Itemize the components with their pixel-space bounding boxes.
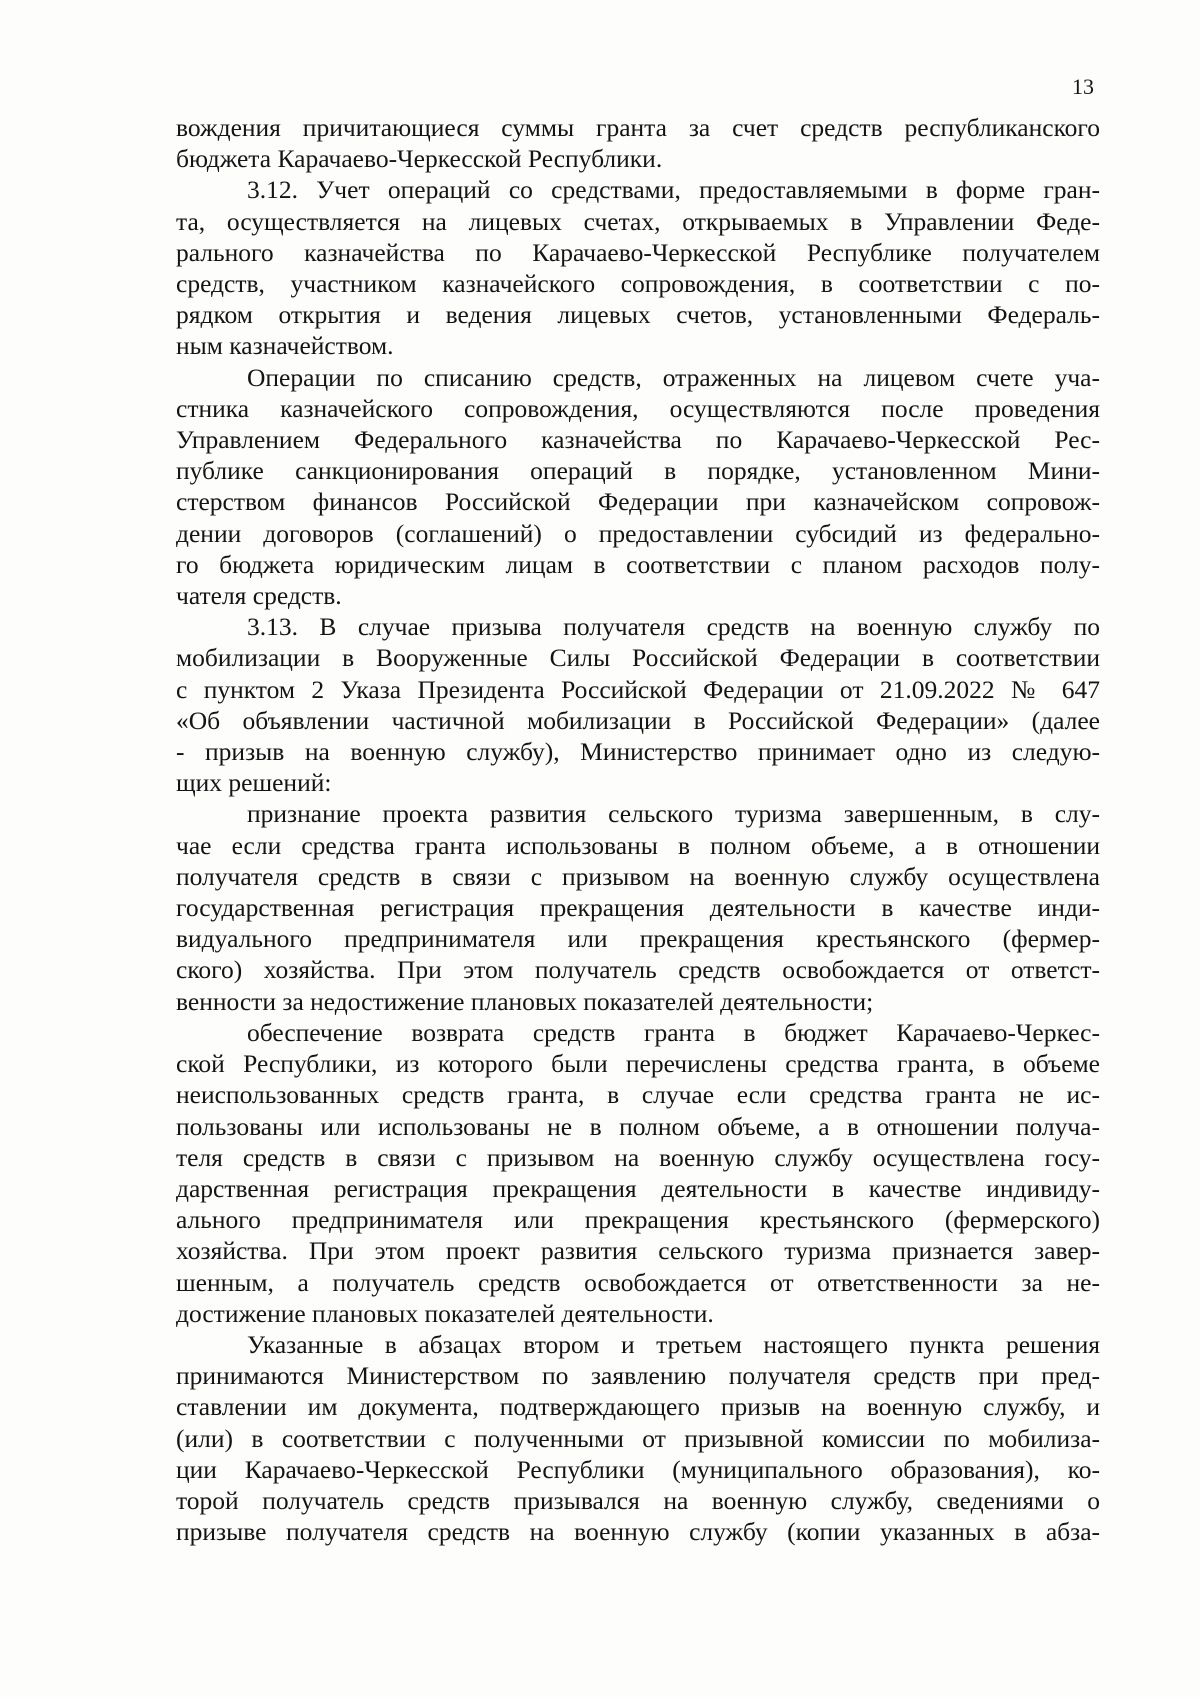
- text-line: Управлением Федерального казначейства по Карачаево-Черкесской Рес-: [176, 425, 1100, 455]
- text-line: ции Карачаево-Черкесской Республики (муниципального образования), ко-: [176, 1454, 1100, 1484]
- document-body: [176, 112, 1100, 1547]
- text-line: обеспечение возврата средств гранта в бюджет Карачаево-Черкес-: [247, 1017, 1100, 1047]
- text-line: государственная регистрация прекращения деятельности в качестве инди-: [176, 893, 1100, 923]
- text-line: принимаются Министерством по заявлению получателя средств при пред-: [176, 1361, 1100, 1391]
- text-line: чателя средств.: [176, 581, 342, 611]
- text-line: «Об объявлении частичной мобилизации в Российской Федерации» (далее: [176, 705, 1100, 735]
- text-line: хозяйства. При этом проект развития сельского туризма признается завер-: [176, 1236, 1100, 1266]
- text-line: рядком открытия и ведения лицевых счетов, установленными Федераль-: [176, 300, 1100, 330]
- text-line: бюджета Карачаево-Черкесской Республики.: [176, 144, 663, 174]
- text-line: Указанные в абзацах втором и третьем настоящего пункта решения: [247, 1329, 1100, 1359]
- text-line: - призыв на военную службу), Министерство принимает одно из следую-: [176, 737, 1100, 767]
- text-line: неиспользованных средств гранта, в случае если средства гранта не ис-: [176, 1080, 1100, 1110]
- text-line: стерством финансов Российской Федерации при казначейском сопровож-: [176, 487, 1100, 517]
- text-line: венности за недостижение плановых показателей деятельности;: [176, 986, 874, 1016]
- text-line: щих решений:: [176, 768, 332, 798]
- text-line: ального предпринимателя или прекращения крестьянского (фермерского): [176, 1205, 1100, 1235]
- text-line: дарственная регистрация прекращения деятельности в качестве индивиду-: [176, 1173, 1100, 1203]
- text-line: Операции по списанию средств, отраженных на лицевом счете уча-: [247, 362, 1100, 392]
- text-line: получателя средств в связи с призывом на военную службу осуществлена: [176, 861, 1100, 891]
- text-line: шенным, а получатель средств освобождается от ответственности за не-: [176, 1267, 1100, 1297]
- text-line: ным казначейством.: [176, 331, 394, 361]
- text-line: мобилизации в Вооруженные Силы Российской Федерации в соответствии: [176, 643, 1100, 673]
- text-line: теля средств в связи с призывом на военную службу осуществлена госу-: [176, 1142, 1100, 1172]
- text-line: го бюджета юридическим лицам в соответствии с планом расходов полу-: [176, 549, 1100, 579]
- text-line: дении договоров (соглашений) о предоставлении субсидий из федерально-: [176, 518, 1100, 548]
- text-line: ставлении им документа, подтверждающего призыв на военную службу, и: [176, 1392, 1100, 1422]
- text-line: средств, участником казначейского сопровождения, в соответствии с по-: [176, 269, 1100, 299]
- text-line: ского) хозяйства. При этом получатель средств освобождается от ответст-: [176, 955, 1100, 985]
- text-line: с пунктом 2 Указа Президента Российской Федерации от 21.09.2022 № 647: [176, 674, 1100, 704]
- text-line: чае если средства гранта использованы в полном объеме, а в отношении: [176, 830, 1100, 860]
- page-number: 13: [1072, 74, 1094, 99]
- text-line: 3.13. В случае призыва получателя средств на военную службу по: [247, 612, 1100, 642]
- text-line: торой получатель средств призывался на военную службу, сведениями о: [176, 1485, 1100, 1515]
- text-line: признание проекта развития сельского туризма завершенным, в слу-: [247, 799, 1100, 829]
- text-line: вождения причитающиеся суммы гранта за счет средств республиканского: [176, 113, 1100, 142]
- text-line: стника казначейского сопровождения, осуществляются после проведения: [176, 393, 1100, 423]
- text-line: видуального предпринимателя или прекращения крестьянского (фермер-: [176, 924, 1100, 954]
- text-line: призыве получателя средств на военную службу (копии указанных в абза-: [176, 1517, 1100, 1547]
- text-line: 3.12. Учет операций со средствами, предоставляемыми в форме гран-: [247, 175, 1100, 205]
- text-line: рального казначейства по Карачаево-Черкесской Республике получателем: [176, 237, 1100, 267]
- text-line: пользованы или использованы не в полном объеме, а в отношении получа-: [176, 1111, 1100, 1141]
- text-line: та, осуществляется на лицевых счетах, открываемых в Управлении Феде-: [176, 206, 1100, 236]
- text-line: достижение плановых показателей деятельности.: [176, 1298, 714, 1328]
- text-line: (или) в соответствии с полученными от призывной комиссии по мобилиза-: [176, 1423, 1100, 1453]
- text-line: ской Республики, из которого были перечислены средства гранта, в объеме: [176, 1049, 1100, 1079]
- text-line: публике санкционирования операций в порядке, установленном Мини-: [176, 456, 1100, 486]
